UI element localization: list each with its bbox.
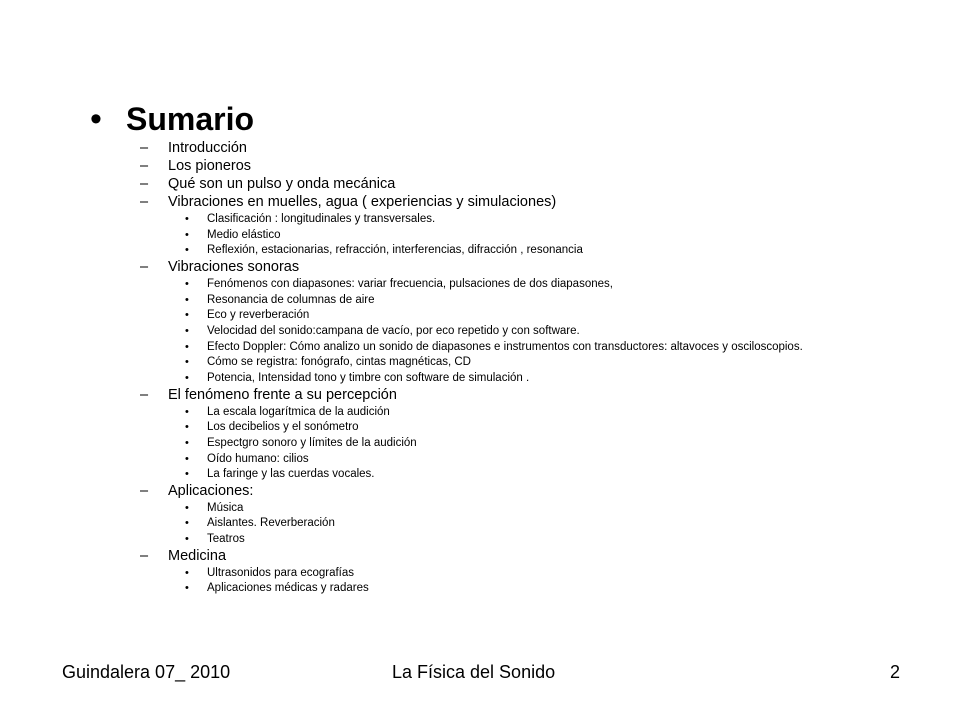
dash-marker: –: [140, 194, 149, 210]
page-number: 2: [890, 662, 901, 682]
outline-list: [140, 139, 930, 597]
section-label: Medicina: [168, 547, 227, 564]
bullet-marker: •: [185, 436, 189, 449]
section-item: [140, 548, 930, 565]
bullet-marker: •: [185, 566, 189, 579]
section-item: [140, 483, 930, 500]
sub-item: [185, 503, 930, 514]
section-item: [140, 387, 930, 404]
sub-item-text: Reflexión, estacionarias, refracción, interferencias, difracción , resonancia: [207, 244, 583, 257]
bullet-marker: •: [185, 405, 189, 418]
sub-item: [185, 230, 930, 241]
sub-item: [185, 279, 930, 290]
sub-item-text: Eco y reverberación: [207, 309, 310, 322]
sub-item: [185, 214, 930, 225]
sub-item: [185, 518, 930, 529]
sub-item: [185, 245, 930, 256]
section-item: [140, 140, 930, 157]
sub-item: [185, 310, 930, 321]
sub-item-text: Clasificación : longitudinales y transversales.: [207, 213, 436, 225]
dash-marker: –: [140, 258, 149, 275]
sub-item: [185, 583, 930, 594]
sub-item-text: Aislantes. Reverberación: [207, 517, 335, 530]
sub-item-text: La escala logarítmica de la audición: [207, 405, 390, 418]
section-item: [140, 194, 930, 211]
sub-item-list: [140, 503, 930, 545]
section-label: Qué son un pulso y onda mecánica: [168, 176, 396, 192]
sub-item: [185, 373, 930, 384]
sub-item: [185, 534, 930, 545]
bullet-marker: •: [185, 213, 189, 225]
sub-item-text: Resonancia de columnas de aire: [207, 293, 375, 306]
sub-item-text: Espectgro sonoro y límites de la audición: [207, 436, 417, 449]
sub-item: [185, 295, 930, 306]
sub-item: [185, 469, 930, 480]
sub-item-text: Medio elástico: [207, 228, 281, 241]
bullet-marker: •: [185, 452, 189, 465]
sub-item: [185, 422, 930, 433]
bullet-marker: •: [185, 533, 189, 546]
bullet-marker: •: [185, 582, 189, 595]
section-label: Introducción: [168, 140, 247, 156]
bullet-marker: •: [185, 372, 189, 384]
footer-left: Guindalera 07_ 2010: [62, 662, 231, 682]
dash-marker: –: [140, 158, 149, 174]
slide-title-row: [90, 100, 254, 139]
dash-marker: –: [140, 140, 149, 156]
bullet-marker: •: [185, 244, 189, 257]
sub-item-text: Efecto Doppler: Cómo analizo un sonido de diapasones e instrumentos con transductores: altavoces y osciloscopios.: [207, 340, 803, 353]
sub-item: [185, 407, 930, 418]
sub-item-list: [140, 279, 930, 384]
dash-marker: –: [140, 482, 149, 499]
bullet-marker: •: [185, 468, 189, 481]
section-label: Vibraciones en muelles, agua ( experiencias y simulaciones): [168, 194, 557, 210]
sub-item-text: Aplicaciones médicas y radares: [207, 582, 369, 595]
bullet-marker: •: [185, 309, 189, 322]
bullet-marker: •: [185, 293, 189, 306]
bullet-marker: •: [185, 421, 189, 434]
bullet-marker: •: [185, 356, 189, 369]
sub-item: [185, 342, 930, 353]
section-label: Los pioneros: [168, 158, 252, 174]
footer-title: La Física del Sonido: [392, 662, 556, 682]
sub-item: [185, 454, 930, 465]
dash-marker: –: [140, 547, 149, 564]
section-item: [140, 176, 930, 193]
sub-item: [185, 438, 930, 449]
slide-title: Sumario: [126, 101, 255, 137]
dash-marker: –: [140, 176, 149, 192]
dash-marker: –: [140, 386, 149, 403]
sub-item: [185, 568, 930, 579]
sub-item-text: Velocidad del sonido:campana de vacío, por eco repetido y con software.: [207, 324, 580, 337]
bullet-marker: •: [185, 228, 189, 241]
sub-item-text: Cómo se registra: fonógrafo, cintas magnéticas, CD: [207, 356, 471, 369]
sub-item-text: Los decibelios y el sonómetro: [207, 421, 359, 434]
sub-item-text: Música: [207, 501, 244, 514]
bullet-marker: •: [185, 324, 189, 337]
section-item: [140, 158, 930, 175]
sub-item-text: Potencia, Intensidad tono y timbre con software de simulación .: [207, 372, 530, 384]
sub-item-text: Teatros: [207, 533, 245, 546]
sub-item: [185, 357, 930, 368]
sub-item-list: [140, 568, 930, 594]
sub-item-text: Fenómenos con diapasones: variar frecuencia, pulsaciones de dos diapasones,: [207, 277, 613, 290]
section-label: Aplicaciones:: [168, 482, 254, 499]
sub-item: [185, 326, 930, 337]
title-bullet: •: [90, 100, 102, 138]
bullet-marker: •: [185, 517, 189, 530]
sub-item-text: Oído humano: cilios: [207, 452, 309, 465]
bullet-marker: •: [185, 277, 189, 290]
sub-item-list: [140, 407, 930, 480]
bullet-marker: •: [185, 501, 189, 514]
section-label: Vibraciones sonoras: [168, 258, 300, 275]
section-item: [140, 259, 930, 276]
sub-item-text: Ultrasonidos para ecografías: [207, 566, 355, 579]
bullet-marker: •: [185, 340, 189, 353]
sub-item-text: La faringe y las cuerdas vocales.: [207, 468, 375, 481]
section-label: El fenómeno frente a su percepción: [168, 386, 397, 403]
sub-item-list: [140, 214, 930, 256]
